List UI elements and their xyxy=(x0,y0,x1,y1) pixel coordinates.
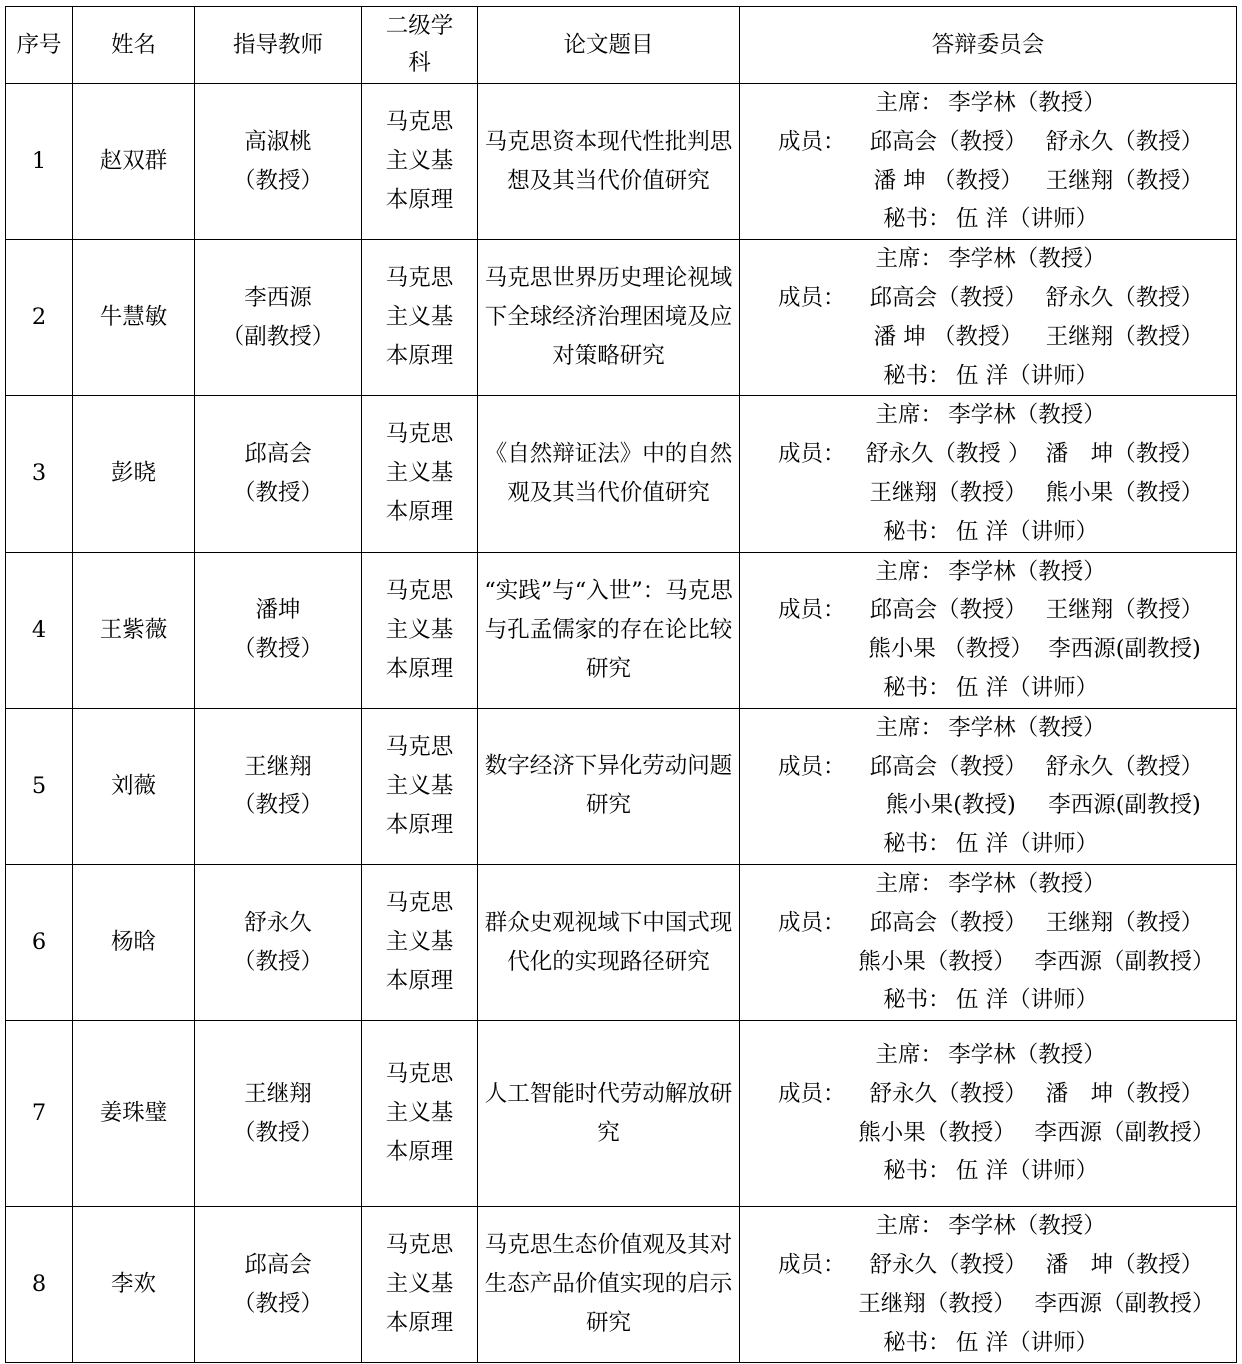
member-2: 舒永久（教授） xyxy=(1045,284,1204,311)
committee-members-line-2 xyxy=(740,1114,1236,1153)
committee-members-line-2 xyxy=(740,943,1236,982)
committee-secretary-line xyxy=(740,981,1236,1020)
secretary-label: 秘书： xyxy=(883,206,951,233)
table-row xyxy=(6,1021,1237,1207)
member-1: 舒永久（教授） xyxy=(869,1080,1027,1107)
advisor-cell xyxy=(195,84,362,240)
committee-members-line xyxy=(740,1075,1236,1114)
member-1: 舒永久（教授） xyxy=(869,1251,1027,1278)
member-3: 熊小果（教授） xyxy=(858,948,1016,975)
member-1: 邱高会（教授） xyxy=(869,753,1027,780)
committee-members-line-2 xyxy=(740,1285,1236,1324)
thesis-cell xyxy=(478,1207,740,1363)
secretary-label: 秘书： xyxy=(883,987,951,1014)
row-index: 7 xyxy=(6,1021,73,1207)
discipline-cell xyxy=(362,708,478,864)
secretary-label: 秘书： xyxy=(883,674,951,701)
advisor-title: （副教授） xyxy=(221,323,335,350)
discipline-text: 马克思主义基本原理 xyxy=(385,1232,454,1337)
discipline-cell xyxy=(362,84,478,240)
chair-name: 李学林（教授） xyxy=(948,870,1106,897)
row-index: 1 xyxy=(6,84,73,240)
committee-cell xyxy=(740,396,1237,552)
member-4: 李西源（副教授） xyxy=(1034,1119,1215,1146)
advisor-name: 潘坤 xyxy=(255,597,301,624)
discipline-cell xyxy=(362,1207,478,1363)
thesis-cell xyxy=(478,396,740,552)
members-label: 成员： xyxy=(777,1251,846,1278)
chair-label: 主席： xyxy=(875,1042,943,1069)
committee-members-line xyxy=(740,435,1236,474)
member-4: 王继翔（教授） xyxy=(1045,167,1204,194)
secretary-name: 伍 洋（讲师） xyxy=(955,1329,1099,1356)
committee-secretary-line xyxy=(740,669,1236,708)
thesis-title: 马克思资本现代性批判思想及其当代价值研究 xyxy=(484,128,733,194)
chair-name: 李学林（教授） xyxy=(948,246,1106,273)
member-4: 李西源（副教授） xyxy=(1034,1290,1215,1317)
table-row xyxy=(6,1207,1237,1363)
chair-name: 李学林（教授） xyxy=(948,558,1106,585)
header-index: 序号 xyxy=(6,7,73,84)
header-row xyxy=(6,7,1237,84)
members-label: 成员： xyxy=(777,909,846,936)
members-label: 成员： xyxy=(777,284,846,311)
member-2: 舒永久（教授） xyxy=(1045,128,1204,155)
advisor-name: 王继翔 xyxy=(244,753,312,780)
advisor-title: （教授） xyxy=(232,948,323,975)
member-4: 王继翔（教授） xyxy=(1045,323,1204,350)
chair-name: 李学林（教授） xyxy=(948,90,1106,116)
secretary-name: 伍 洋（讲师） xyxy=(955,987,1099,1014)
table-row xyxy=(6,552,1237,708)
member-1: 邱高会（教授） xyxy=(869,284,1027,311)
committee-chair-line xyxy=(740,865,1236,904)
committee-chair-line xyxy=(740,240,1236,279)
secretary-name: 伍 洋（讲师） xyxy=(955,831,1099,858)
committee-members-line xyxy=(740,748,1236,787)
chair-label: 主席： xyxy=(875,1213,943,1240)
committee-cell xyxy=(740,864,1237,1020)
thesis-cell xyxy=(478,864,740,1020)
secretary-name: 伍 洋（讲师） xyxy=(955,674,1099,701)
student-name: 李欢 xyxy=(73,1207,195,1363)
secretary-label: 秘书： xyxy=(883,518,951,545)
thesis-cell xyxy=(478,1021,740,1207)
thesis-title: “实践”与“入世”：马克思与孔孟儒家的存在论比较研究 xyxy=(484,577,733,682)
member-4: 李西源（副教授） xyxy=(1034,948,1215,975)
thesis-cell xyxy=(478,240,740,396)
chair-name: 李学林（教授） xyxy=(948,402,1106,429)
member-1: 邱高会（教授） xyxy=(869,597,1027,624)
member-2: 潘 坤（教授） xyxy=(1045,1251,1204,1278)
header-thesis: 论文题目 xyxy=(478,7,740,84)
advisor-cell xyxy=(195,864,362,1020)
chair-label: 主席： xyxy=(875,558,943,585)
committee-members-line xyxy=(740,591,1236,630)
discipline-text: 马克思主义基本原理 xyxy=(385,890,454,995)
advisor-cell xyxy=(195,708,362,864)
student-name: 杨晗 xyxy=(73,864,195,1020)
table-row xyxy=(6,84,1237,240)
advisor-cell xyxy=(195,552,362,708)
chair-label: 主席： xyxy=(875,90,943,116)
advisor-name: 王继翔 xyxy=(244,1080,312,1107)
committee-cell xyxy=(740,552,1237,708)
discipline-cell xyxy=(362,552,478,708)
secretary-name: 伍 洋（讲师） xyxy=(955,518,1099,545)
discipline-text: 马克思主义基本原理 xyxy=(385,1061,454,1166)
student-name: 彭晓 xyxy=(73,396,195,552)
discipline-text: 马克思主义基本原理 xyxy=(385,109,454,214)
chair-name: 李学林（教授） xyxy=(948,1213,1106,1240)
advisor-title: （教授） xyxy=(232,792,323,819)
secretary-name: 伍 洋（讲师） xyxy=(955,1158,1099,1185)
student-name: 王紫薇 xyxy=(73,552,195,708)
thesis-title: 群众史观视域下中国式现代化的实现路径研究 xyxy=(484,909,733,975)
thesis-cell xyxy=(478,708,740,864)
secretary-label: 秘书： xyxy=(883,362,951,389)
discipline-cell xyxy=(362,240,478,396)
member-3: 熊小果 （教授） xyxy=(868,636,1034,663)
member-3: 王继翔（教授） xyxy=(869,479,1027,506)
committee-chair-line xyxy=(740,396,1236,435)
chair-label: 主席： xyxy=(875,402,943,429)
header-committee: 答辩委员会 xyxy=(740,7,1237,84)
committee-secretary-line xyxy=(740,513,1236,552)
committee-cell xyxy=(740,240,1237,396)
members-label: 成员： xyxy=(777,753,846,780)
advisor-name: 邱高会 xyxy=(244,1251,312,1278)
table-row xyxy=(6,396,1237,552)
members-label: 成员： xyxy=(777,1080,846,1107)
advisor-cell xyxy=(195,240,362,396)
committee-cell xyxy=(740,708,1237,864)
header-advisor: 指导教师 xyxy=(195,7,362,84)
committee-members-line-2 xyxy=(740,630,1236,669)
committee-cell xyxy=(740,1021,1237,1207)
committee-chair-line xyxy=(740,1207,1236,1246)
committee-secretary-line xyxy=(740,825,1236,864)
table-row xyxy=(6,864,1237,1020)
student-name: 赵双群 xyxy=(73,84,195,240)
member-3: 熊小果(教授) xyxy=(885,792,1016,819)
committee-chair-line xyxy=(740,553,1236,592)
committee-members-line-2 xyxy=(740,318,1236,357)
row-index: 8 xyxy=(6,1207,73,1363)
thesis-cell xyxy=(478,552,740,708)
member-2: 潘 坤（教授） xyxy=(1045,441,1204,468)
secretary-name: 伍 洋（讲师） xyxy=(955,206,1099,233)
advisor-name: 高淑桃 xyxy=(244,128,312,155)
member-4: 李西源(副教授) xyxy=(1048,792,1201,819)
committee-chair-line xyxy=(740,1036,1236,1075)
discipline-cell xyxy=(362,864,478,1020)
discipline-cell xyxy=(362,396,478,552)
member-2: 王继翔（教授） xyxy=(1045,597,1204,624)
student-name: 刘薇 xyxy=(73,708,195,864)
student-name: 姜珠璧 xyxy=(73,1021,195,1207)
advisor-title: （教授） xyxy=(232,636,323,663)
advisor-name: 邱高会 xyxy=(244,441,312,468)
thesis-title: 马克思世界历史理论视域下全球经济治理困境及应对策略研究 xyxy=(484,265,733,370)
advisor-cell xyxy=(195,396,362,552)
defense-schedule-table xyxy=(5,6,1237,1363)
members-label: 成员： xyxy=(777,441,846,468)
committee-cell xyxy=(740,1207,1237,1363)
discipline-text: 马克思主义基本原理 xyxy=(385,577,454,682)
discipline-text: 马克思主义基本原理 xyxy=(385,733,454,838)
row-index: 6 xyxy=(6,864,73,1020)
members-label: 成员： xyxy=(777,128,846,155)
committee-cell xyxy=(740,84,1237,240)
member-3: 王继翔（教授） xyxy=(858,1290,1016,1317)
advisor-cell xyxy=(195,1207,362,1363)
advisor-name: 舒永久 xyxy=(244,909,312,936)
table-row xyxy=(6,708,1237,864)
secretary-name: 伍 洋（讲师） xyxy=(955,362,1099,389)
secretary-label: 秘书： xyxy=(883,1158,951,1185)
chair-label: 主席： xyxy=(875,870,943,897)
member-3: 潘 坤 （教授） xyxy=(873,167,1023,194)
committee-members-line xyxy=(740,123,1236,162)
row-index: 3 xyxy=(6,396,73,552)
member-3: 熊小果（教授） xyxy=(858,1119,1016,1146)
chair-label: 主席： xyxy=(875,246,943,273)
secretary-label: 秘书： xyxy=(883,831,951,858)
committee-members-line xyxy=(740,279,1236,318)
member-4: 李西源(副教授) xyxy=(1048,636,1201,663)
chair-label: 主席： xyxy=(875,714,943,741)
committee-secretary-line xyxy=(740,1324,1236,1363)
chair-name: 李学林（教授） xyxy=(948,714,1106,741)
committee-members-line-2 xyxy=(740,162,1236,201)
discipline-text: 马克思主义基本原理 xyxy=(385,265,454,370)
committee-members-line xyxy=(740,1246,1236,1285)
member-1: 邱高会（教授） xyxy=(869,909,1027,936)
row-index: 2 xyxy=(6,240,73,396)
thesis-title: 数字经济下异化劳动问题研究 xyxy=(484,753,733,819)
advisor-cell xyxy=(195,1021,362,1207)
advisor-title: （教授） xyxy=(232,1290,323,1317)
row-index: 5 xyxy=(6,708,73,864)
committee-members-line xyxy=(740,904,1236,943)
advisor-title: （教授） xyxy=(232,167,323,194)
member-4: 熊小果（教授） xyxy=(1045,479,1204,506)
member-2: 潘 坤（教授） xyxy=(1045,1080,1204,1107)
committee-secretary-line xyxy=(740,1152,1236,1191)
advisor-name: 李西源 xyxy=(244,284,312,311)
committee-chair-line xyxy=(740,709,1236,748)
member-1: 舒永久（教授 ） xyxy=(865,441,1031,468)
committee-secretary-line xyxy=(740,357,1236,396)
header-discipline: 二级学科 xyxy=(362,7,478,84)
member-1: 邱高会（教授） xyxy=(869,128,1027,155)
discipline-cell xyxy=(362,1021,478,1207)
committee-members-line-2 xyxy=(740,474,1236,513)
advisor-title: （教授） xyxy=(232,1119,323,1146)
thesis-title: 马克思生态价值观及其对生态产品价值实现的启示研究 xyxy=(484,1232,733,1337)
members-label: 成员： xyxy=(777,597,846,624)
discipline-text: 马克思主义基本原理 xyxy=(385,421,454,526)
member-3: 潘 坤 （教授） xyxy=(873,323,1023,350)
thesis-title: 人工智能时代劳动解放研究 xyxy=(484,1080,733,1146)
header-name: 姓名 xyxy=(73,7,195,84)
advisor-title: （教授） xyxy=(232,479,323,506)
committee-members-line-2 xyxy=(740,786,1236,825)
table-row xyxy=(6,240,1237,396)
member-2: 舒永久（教授） xyxy=(1045,753,1204,780)
thesis-title: 《自然辩证法》中的自然观及其当代价值研究 xyxy=(484,440,733,506)
member-2: 王继翔（教授） xyxy=(1045,909,1204,936)
thesis-cell xyxy=(478,84,740,240)
secretary-label: 秘书： xyxy=(883,1329,951,1356)
committee-secretary-line xyxy=(740,200,1236,239)
chair-name: 李学林（教授） xyxy=(948,1042,1106,1069)
row-index: 4 xyxy=(6,552,73,708)
student-name: 牛慧敏 xyxy=(73,240,195,396)
committee-chair-line xyxy=(740,84,1236,123)
